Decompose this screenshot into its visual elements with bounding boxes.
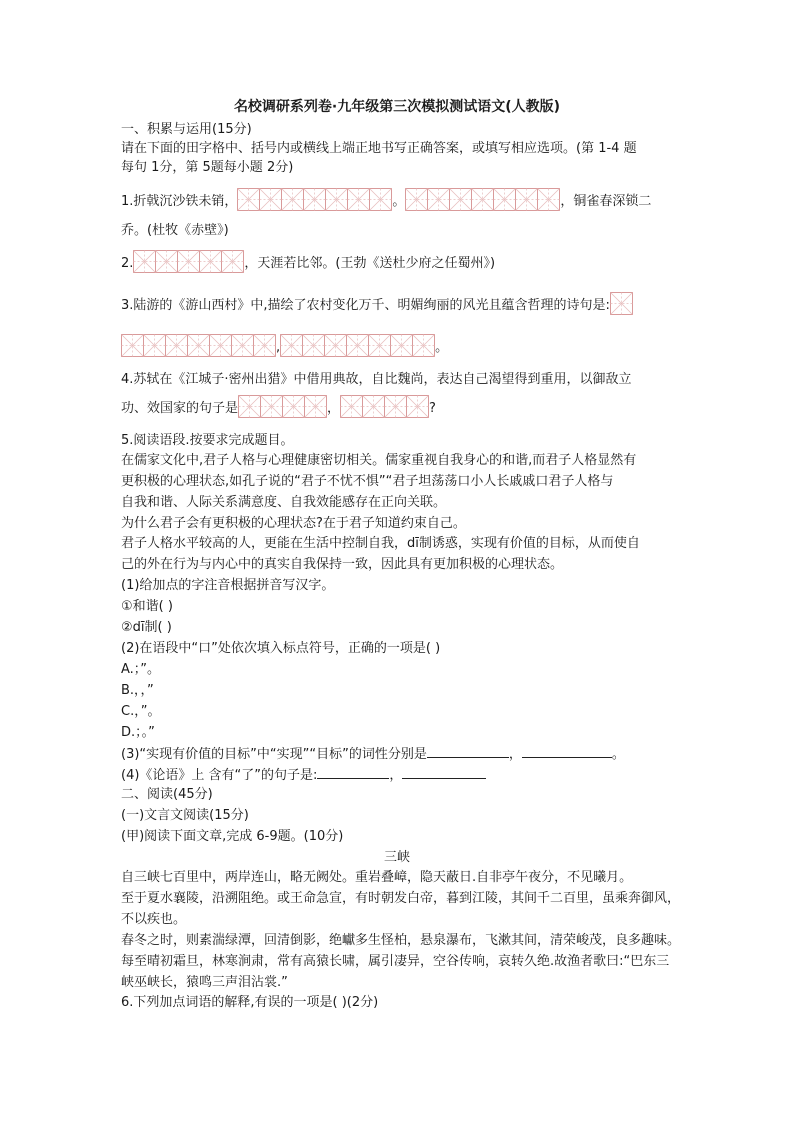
grid-cell[interactable] [363, 396, 385, 418]
q4-prefix: 功、效国家的句子是 [121, 401, 239, 416]
tianzige-grid[interactable] [405, 188, 560, 210]
grid-cell[interactable] [494, 189, 516, 211]
answer-blank[interactable] [402, 765, 486, 779]
tianzige-grid[interactable] [610, 292, 633, 314]
s4-sep: ， [389, 768, 403, 783]
q1-mid: 。 [392, 194, 406, 209]
subquestion: (2)在语段中“口”处依次填入标点符号，正确的一项是( ) [121, 641, 441, 656]
grid-cell[interactable] [122, 335, 144, 357]
option-a: A.；”。 [121, 662, 161, 677]
passage-line: 己的外在行为与内心中的真实自我保持一致，因此具有更加积极的心理状态。 [121, 557, 564, 572]
grid-cell[interactable] [200, 251, 222, 273]
s3-sep: ， [508, 747, 522, 762]
grid-cell[interactable] [254, 335, 276, 357]
tianzige-grid[interactable] [340, 395, 429, 417]
subquestion: (1)给加点的字注音根据拼音写汉字。 [121, 578, 335, 593]
section-heading: 二、阅读(45分) [121, 787, 213, 802]
q3-sep: , [276, 340, 281, 355]
grid-cell[interactable] [134, 251, 156, 273]
question-2 [121, 250, 495, 272]
passage-line: 更积极的心理状态,如孔子说的“君子不忧不惧”“君子坦荡荡口小人长戚戚口君子人格与 [121, 474, 614, 489]
q5-heading: 5.阅读语段.按要求完成题目。 [121, 433, 294, 448]
passage-line: 春冬之时，则素湍绿潭，回清倒影，绝巘多生怪柏，悬泉瀑布，飞漱其间，清荣峻茂，良多趣味。 [121, 933, 681, 948]
passage-line: 君子人格水平较高的人，更能在生活中控制自我，dī制诱惑，实现有价值的目标，从而使自 [121, 536, 640, 551]
instruction-line: 请在下面的田字格中、括号内或横线上端正地书写正确答案，或填写相应选项。(第 1-4 题 [121, 141, 637, 156]
tianzige-grid[interactable] [237, 188, 392, 210]
grid-cell[interactable] [413, 335, 435, 357]
passage-line: 峡巫峡长，猿鸣三声泪沾裳.” [121, 975, 288, 990]
grid-cell[interactable] [538, 189, 560, 211]
q3-text: 3.陆游的《游山西村》中,描绘了农村变化万千、明媚绚丽的风光且蕴含哲理的诗句是: [121, 298, 610, 313]
answer-blank[interactable] [317, 765, 389, 779]
grid-cell[interactable] [260, 189, 282, 211]
subquestion-item: ②dī制( ) [121, 620, 172, 635]
grid-cell[interactable] [385, 396, 407, 418]
grid-cell[interactable] [428, 189, 450, 211]
passage-line: 不以疾也。 [121, 912, 187, 927]
grid-cell[interactable] [610, 293, 632, 315]
grid-cell[interactable] [239, 396, 261, 418]
grid-cell[interactable] [391, 335, 413, 357]
grid-cell[interactable] [282, 189, 304, 211]
tianzige-grid[interactable] [238, 395, 327, 417]
question-3-answers [121, 334, 448, 356]
grid-cell[interactable] [450, 189, 472, 211]
grid-cell[interactable] [166, 335, 188, 357]
passage-line: 为什么君子会有更积极的心理状态?在于君子知道约束自己。 [121, 516, 466, 531]
grid-cell[interactable] [305, 396, 327, 418]
tianzige-grid[interactable] [280, 334, 435, 356]
option-d: D.；。” [121, 725, 155, 740]
answer-blank[interactable] [522, 744, 612, 758]
tianzige-grid[interactable] [121, 334, 276, 356]
tianzige-grid[interactable] [133, 250, 244, 272]
grid-cell[interactable] [210, 335, 232, 357]
grid-cell[interactable] [178, 251, 200, 273]
q4-end: ? [429, 401, 436, 416]
q1-prefix: 1.折戟沉沙铁未销， [121, 194, 238, 209]
grid-cell[interactable] [283, 396, 305, 418]
passage-line: 在儒家文化中,君子人格与心理健康密切相关。儒家重视自我身心的和谐,而君子人格显然有 [121, 453, 637, 468]
q1-suffix: ，铜雀春深锁二 [560, 194, 652, 209]
s3-end: 。 [611, 747, 625, 762]
grid-cell[interactable] [348, 189, 370, 211]
q1-line2: 乔。(杜牧《赤壁》) [121, 223, 229, 238]
grid-cell[interactable] [303, 335, 325, 357]
grid-cell[interactable] [516, 189, 538, 211]
question-3 [121, 292, 633, 314]
grid-cell[interactable] [472, 189, 494, 211]
q3-end: 。 [435, 340, 449, 355]
grid-cell[interactable] [238, 189, 260, 211]
passage-line: 每至晴初霜旦，林寒涧肃，常有高猿长啸，属引凄异，空谷传响，哀转久绝.故渔者歌曰:“巴东三 [121, 954, 670, 969]
grid-cell[interactable] [261, 396, 283, 418]
answer-blank[interactable] [427, 744, 509, 758]
passage-title: 三峡 [383, 850, 410, 865]
q2-suffix: ，天涯若比邻。(王勃《送杜少府之任蜀州》) [244, 256, 496, 271]
grid-cell[interactable] [304, 189, 326, 211]
grid-cell[interactable] [144, 335, 166, 357]
grid-cell[interactable] [156, 251, 178, 273]
grid-cell[interactable] [347, 335, 369, 357]
page-title: 名校调研系列卷·九年级第三次模拟测试语文(人教版) [233, 99, 561, 115]
option-b: B.，，” [121, 683, 154, 698]
grid-cell[interactable] [188, 335, 210, 357]
grid-cell[interactable] [232, 335, 254, 357]
instruction-line: 每句 1分，第 5题每小题 2分) [121, 160, 294, 175]
grid-cell[interactable] [369, 335, 391, 357]
q2-prefix: 2. [121, 256, 134, 271]
passage-line: 至于夏水襄陵，沿溯阻绝。或王命急宣，有时朝发白帝，暮到江陵，其间千二百里，虽乘奔御风， [121, 891, 681, 906]
grid-cell[interactable] [341, 396, 363, 418]
question-4 [121, 395, 436, 417]
option-c: C.，”。 [121, 704, 161, 719]
subquestion-item: ①和谐( ) [121, 599, 173, 614]
subquestion-4 [121, 765, 486, 784]
subquestion-3 [121, 744, 625, 763]
s3-text: (3)“实现有价值的目标”中“实现”“目标”的词性分别是 [121, 747, 427, 762]
grid-cell[interactable] [326, 189, 348, 211]
q4-line1: 4.苏轼在《江城子·密州出猎》中借用典故，自比魏尚，表达自己渴望得到重用，以御敌立 [121, 372, 632, 387]
passage-line: 自三峡七百里中，两岸连山，略无阙处。重岩叠嶂，隐天蔽日.自非亭午夜分，不见曦月。 [121, 870, 633, 885]
grid-cell[interactable] [407, 396, 429, 418]
grid-cell[interactable] [281, 335, 303, 357]
question-6: 6.下列加点词语的解释,有误的一项是( )(2分) [121, 995, 379, 1010]
passage-line: 自我和谐、人际关系满意度、自我效能感存在正向关联。 [121, 495, 447, 510]
grid-cell[interactable] [406, 189, 428, 211]
s4-text: (4)《论语》上 含有“了”的句子是: [121, 768, 318, 783]
section-heading: 一、积累与运用(15分) [121, 122, 252, 137]
q4-sep: ， [327, 401, 341, 416]
subsection-heading: (一)文言文阅读(15分) [121, 808, 249, 823]
grid-cell[interactable] [370, 189, 392, 211]
grid-cell[interactable] [325, 335, 347, 357]
grid-cell[interactable] [222, 251, 244, 273]
question-1 [121, 188, 651, 210]
subsection-heading: (甲)阅读下面文章,完成 6-9题。(10分) [121, 829, 344, 844]
